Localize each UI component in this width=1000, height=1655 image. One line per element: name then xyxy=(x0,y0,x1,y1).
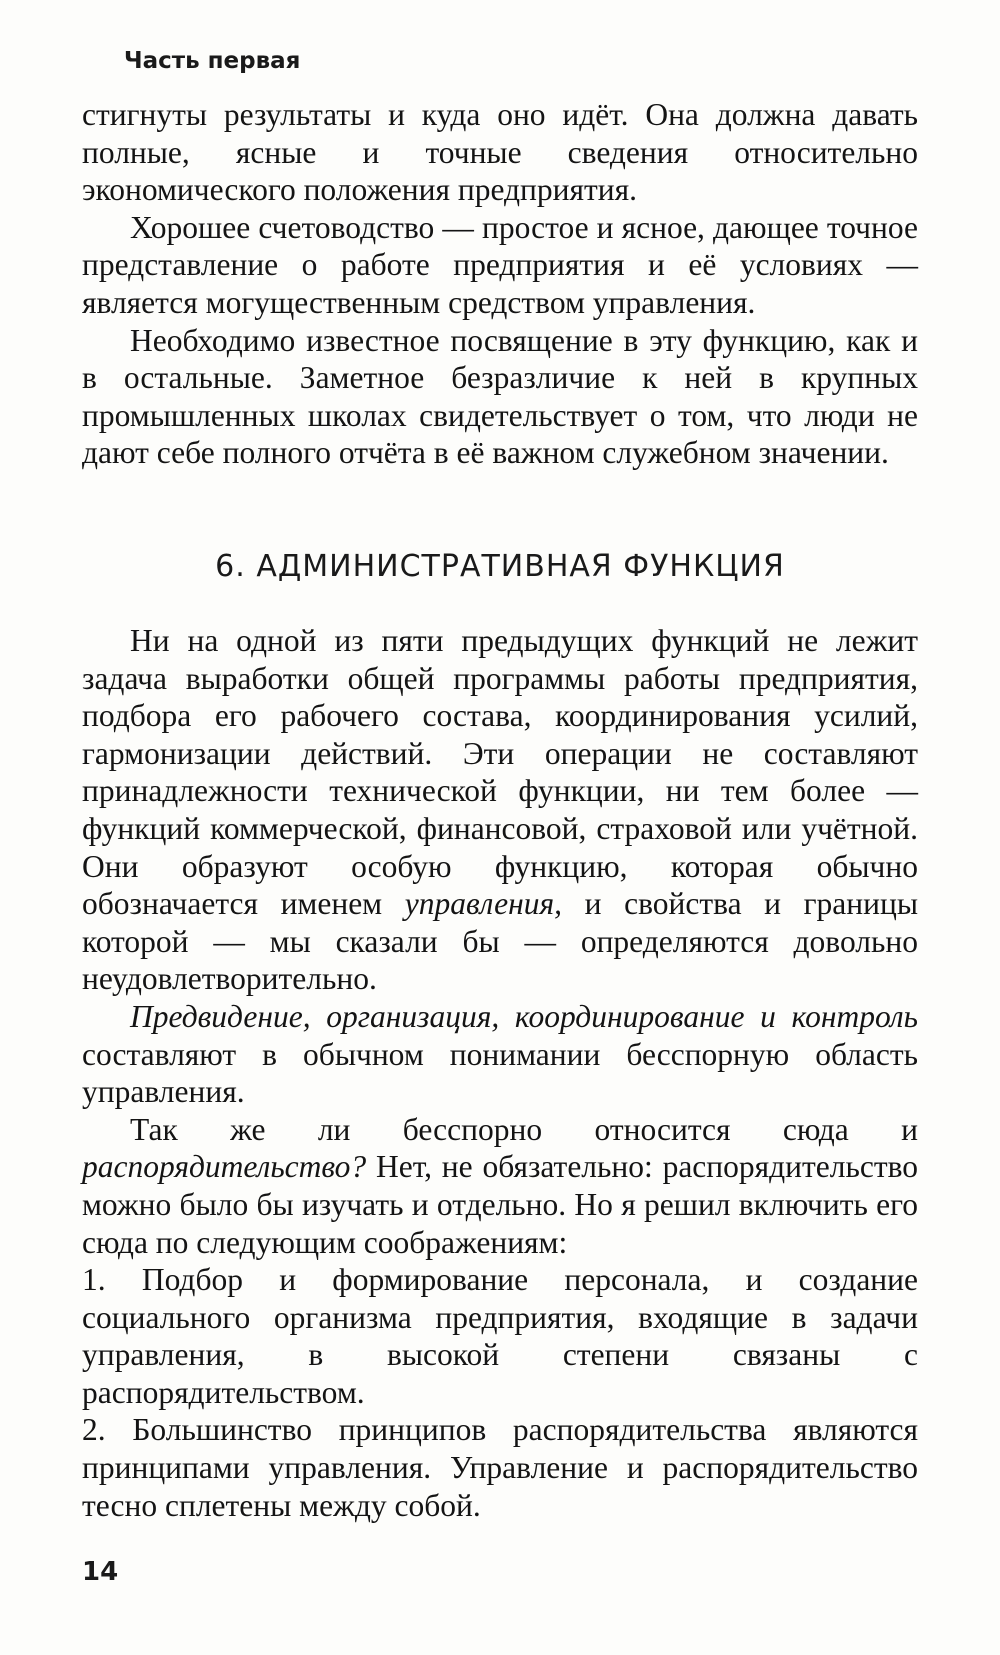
paragraph-management-area xyxy=(82,998,918,1111)
section-heading: 6. АДМИНИСТРАТИВНАЯ ФУНКЦИЯ xyxy=(215,549,785,584)
paragraph-text: и свойства и границы которой — мы сказали бы — определяются довольно неудовлетворительно. xyxy=(82,886,918,997)
paragraph-five-functions xyxy=(82,622,918,998)
paragraph-continued: стигнуты результаты и куда оно идёт. Она должна давать полные, ясные и точные сведения относительно экономического положения предприятия. xyxy=(82,97,918,208)
emphasis-term: управления, xyxy=(404,886,563,922)
emphasis-term: Предвидение, организация, координирование и контроль xyxy=(130,998,918,1034)
page-number: 14 xyxy=(82,1557,119,1587)
text-block-before-heading xyxy=(82,96,918,472)
list-item: 1. Подбор и формирование персонала, и создание социального организма предприятия, входящие в задачи управления, в высокой степени связаны с распорядительством. xyxy=(82,1262,918,1410)
running-head: Часть первая xyxy=(124,48,301,74)
paragraph-text: Так же ли бесспорно относится сюда и xyxy=(130,1111,918,1147)
paragraph-dedication: Необходимо известное посвящение в эту функцию, как и в остальные. Заметное безразличие к ней в крупных промышленных школах свидетельствует о том, что люди не дают себе полного отчёта в её важном служебном значении. xyxy=(82,322,918,471)
emphasis-term: распорядительство? xyxy=(82,1149,367,1185)
paragraph-text: Нет, не обязательно: распорядительство можно было бы изучать и отдельно. Но я решил включить его сюда по следующим соображениям: xyxy=(82,1149,918,1260)
text-block-after-heading xyxy=(82,622,918,1524)
paragraph-bookkeeping: Хорошее счетоводство — простое и ясное, дающее точное представление о работе предприятия и её условиях — является могущественным средством управления. xyxy=(82,209,918,320)
list-item: 2. Большинство принципов распорядительства являются принципами управления. Управление и распорядительство тесно сплетены между собой. xyxy=(82,1412,918,1523)
paragraph-command xyxy=(82,1111,918,1261)
paragraph-text: Ни на одной из пяти предыдущих функций не лежит задача выработки общей программы работы предприятия, подбора его рабочего состава, координирования усилий, гармонизации действий. Эти операции не составляют принадлежности технической функции, ни тем более — функций коммерческой, финансовой, страховой или учётной. Они образуют особую функцию, которая обычно обозначается именем xyxy=(82,623,918,922)
paragraph-text: составляют в обычном понимании бесспорную область управления. xyxy=(82,1036,918,1110)
